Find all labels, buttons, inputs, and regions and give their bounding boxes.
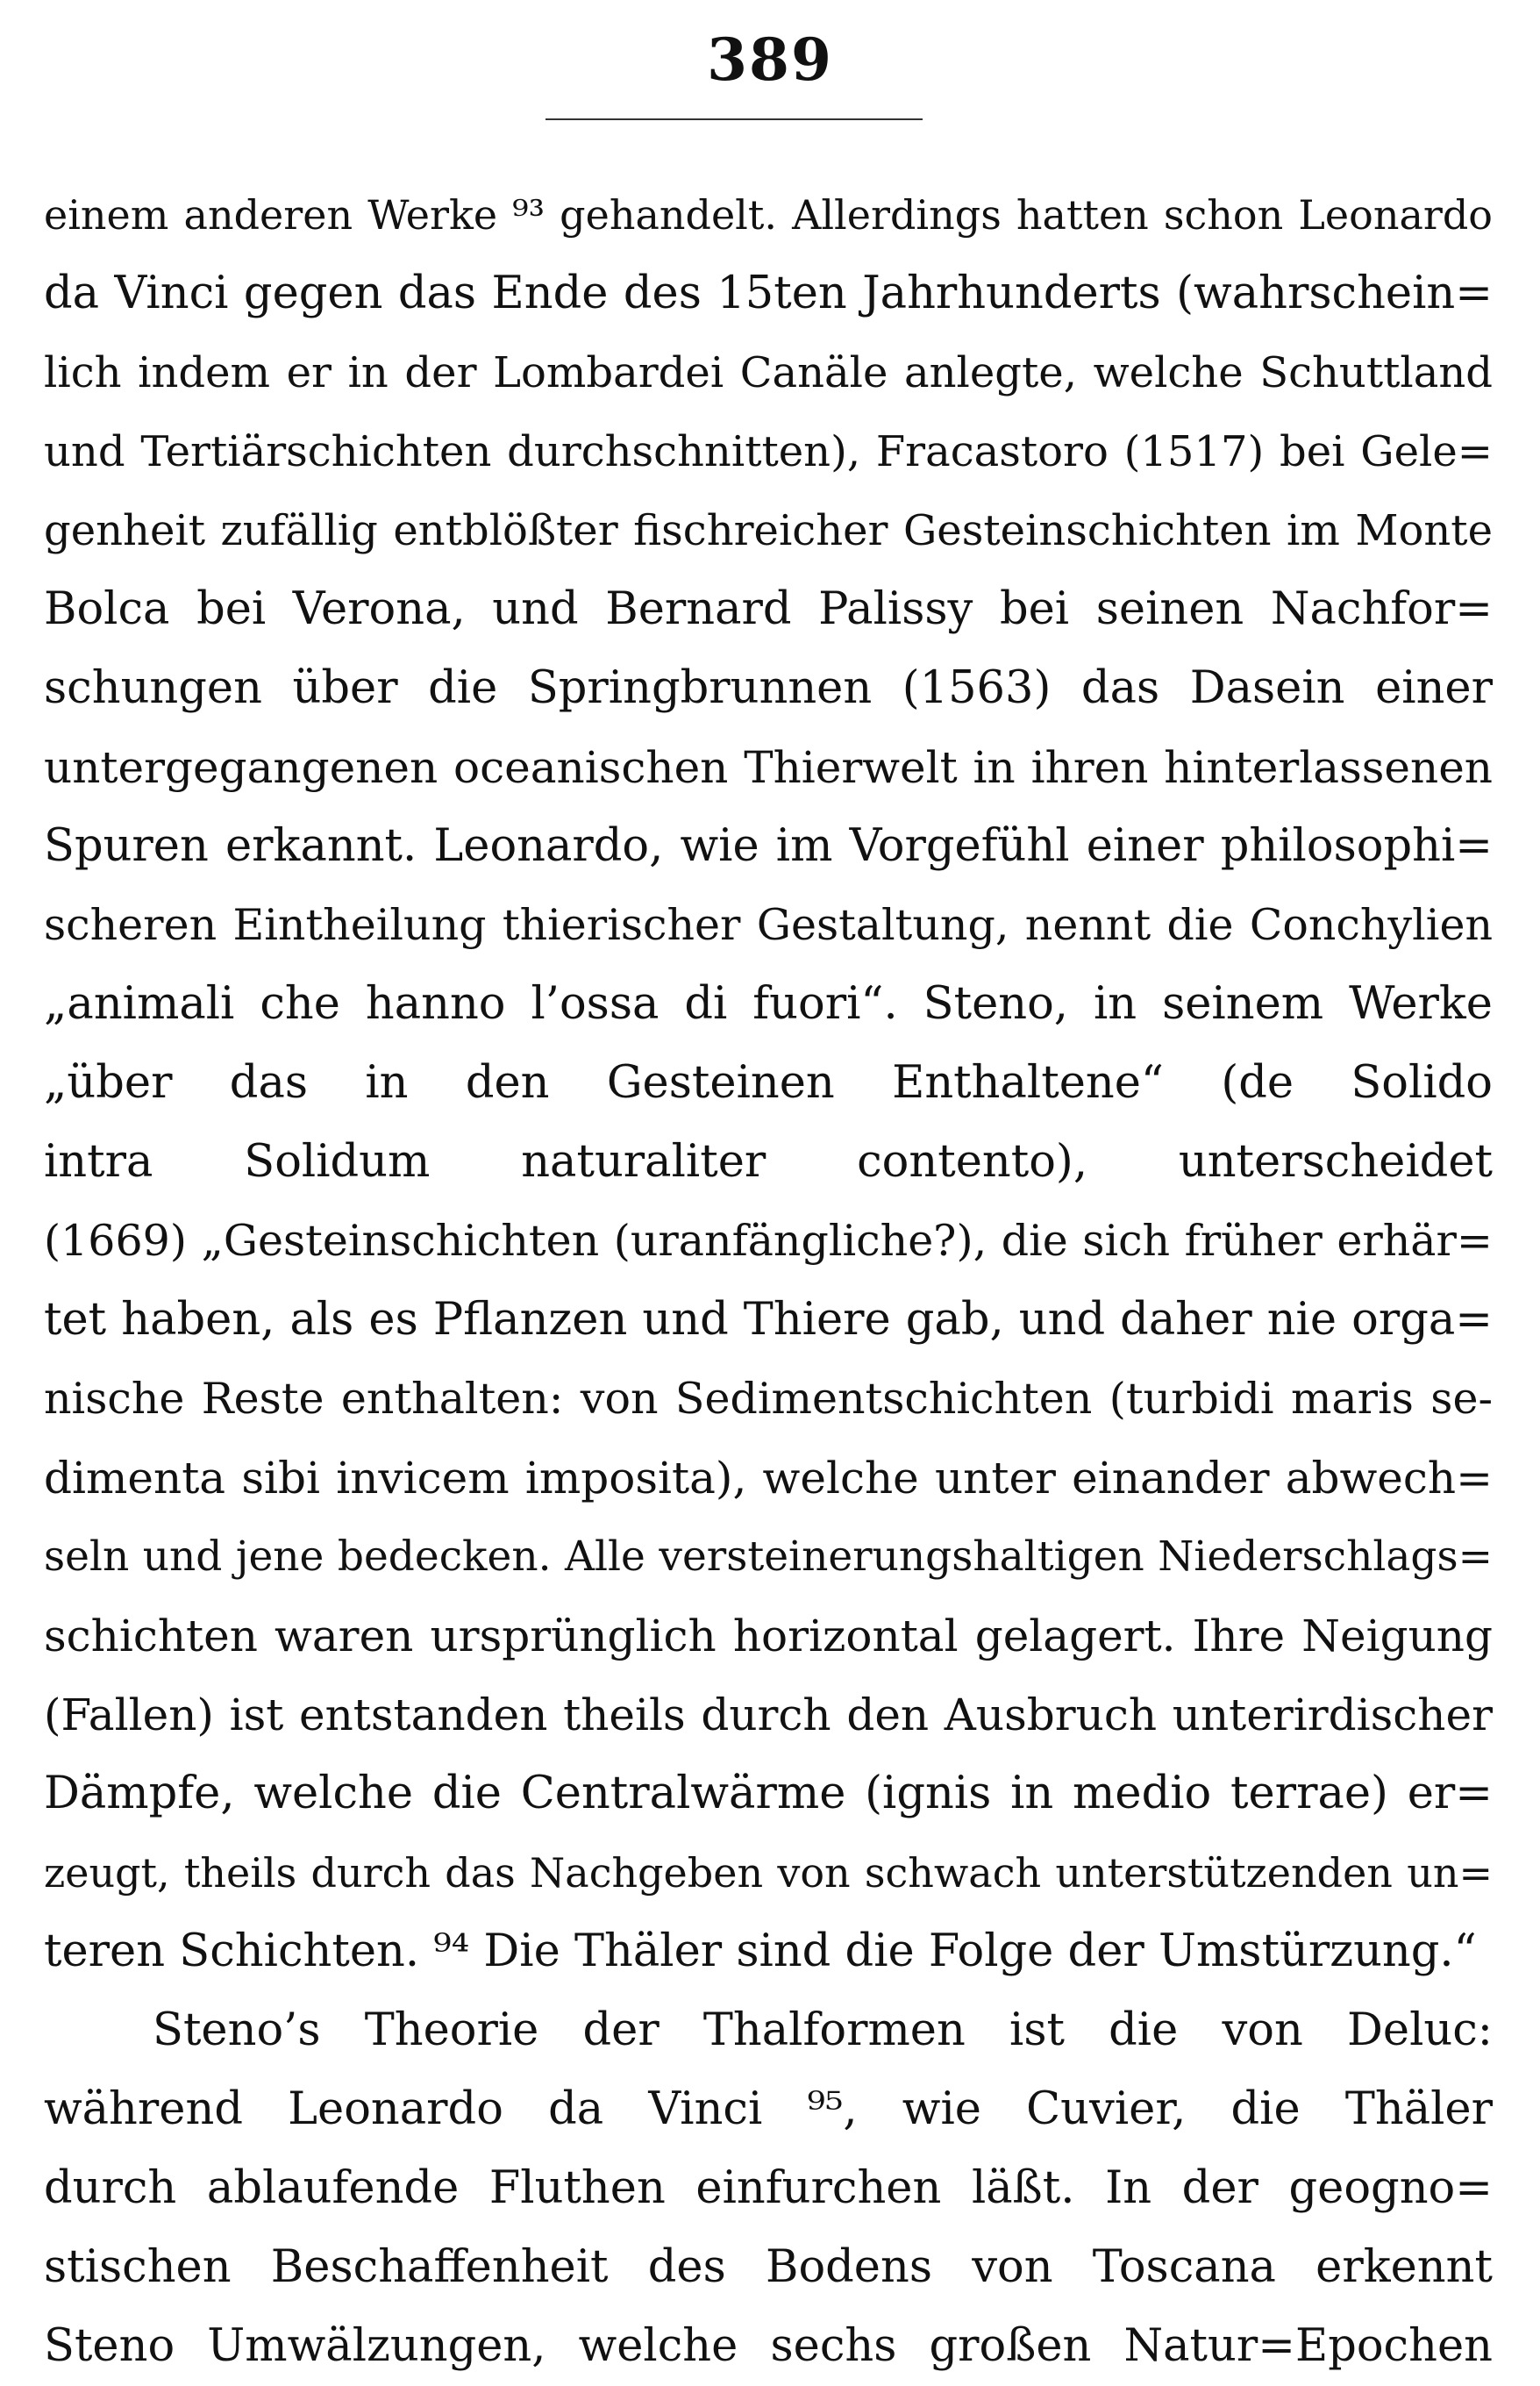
text-line: (1669) „Gesteinschichten (uranfängliche?), die sich früher erhär= [44,1216,1493,1266]
page-number: 389 [707,25,833,94]
text-line: intra Solidum naturaliter contento), unterscheidet [44,1136,1493,1188]
text-line: schungen über die Springbrunnen (1563) das Dasein einer [44,662,1493,714]
text-line: tet haben, als es Pflanzen und Thiere gab, und daher nie orga= [44,1294,1493,1346]
text-line: nische Reste enthalten: von Sedimentschichten (turbidi maris se- [44,1374,1493,1424]
text-line: untergegangenen oceanischen Thierwelt in ihren hinterlassenen [44,742,1493,793]
text-line: dimenta sibi invicem imposita), welche unter einander abwech= [44,1453,1493,1504]
text-line: Steno Umwälzungen, welche sechs großen Natur=Epochen [44,2320,1493,2372]
text-line: stischen Beschaffenheit des Bodens von Toscana erkennt [44,2241,1493,2293]
text-line: genheit zufällig entblößter fischreicher Gesteinschichten im Monte [44,506,1493,555]
text-line: Spuren erkannt. Leonardo, wie im Vorgefühl einer philosophi= [44,820,1493,872]
text-line: scheren Eintheilung thierischer Gestaltung, nennt die Conchylien [44,900,1493,950]
text-line: teren Schichten. ⁹⁴ Die Thäler sind die Folge der Umstürzung.“ [44,1925,1477,1977]
text-line: da Vinci gegen das Ende des 15ten Jahrhunderts (wahrschein= [44,268,1493,319]
text-line: zeugt, theils durch das Nachgeben von schwach unterstützenden un= [44,1849,1493,1897]
text-line: durch ablaufende Fluthen einfurchen läßt. In der geogno= [44,2162,1493,2214]
body-text [44,175,1493,2386]
text-line: schichten waren ursprünglich horizontal gelagert. Ihre Neigung [44,1611,1493,1661]
header-rule [545,118,923,120]
text-line: „animali che hanno l’ossa di fuori“. Steno, in seinem Werke [44,978,1493,1030]
text-line: Bolca bei Verona, und Bernard Palissy bei seinen Nachfor= [44,583,1493,635]
text-line: seln und jene bedecken. Alle versteinerungshaltigen Niederschlags= [44,1532,1493,1581]
text-line: Steno’s Theorie der Thalformen ist die von Deluc: [153,2004,1493,2056]
text-line: einem anderen Werke ⁹³ gehandelt. Allerdings hatten schon Leonardo [44,191,1493,239]
text-line: Dämpfe, welche die Centralwärme (ignis in medio terrae) er= [44,1768,1493,1819]
text-line: „über das in den Gesteinen Enthaltene“ (de Solido [44,1057,1493,1109]
text-line: und Tertiärschichten durchschnitten), Fracastoro (1517) bei Gele= [44,427,1493,476]
text-line: während Leonardo da Vinci ⁹⁵, wie Cuvier, die Thäler [44,2083,1493,2135]
text-line: (Fallen) ist entstanden theils durch den Ausbruch unterirdischer [44,1689,1493,1740]
text-line: lich indem er in der Lombardei Canäle anlegte, welche Schuttland [44,348,1493,397]
